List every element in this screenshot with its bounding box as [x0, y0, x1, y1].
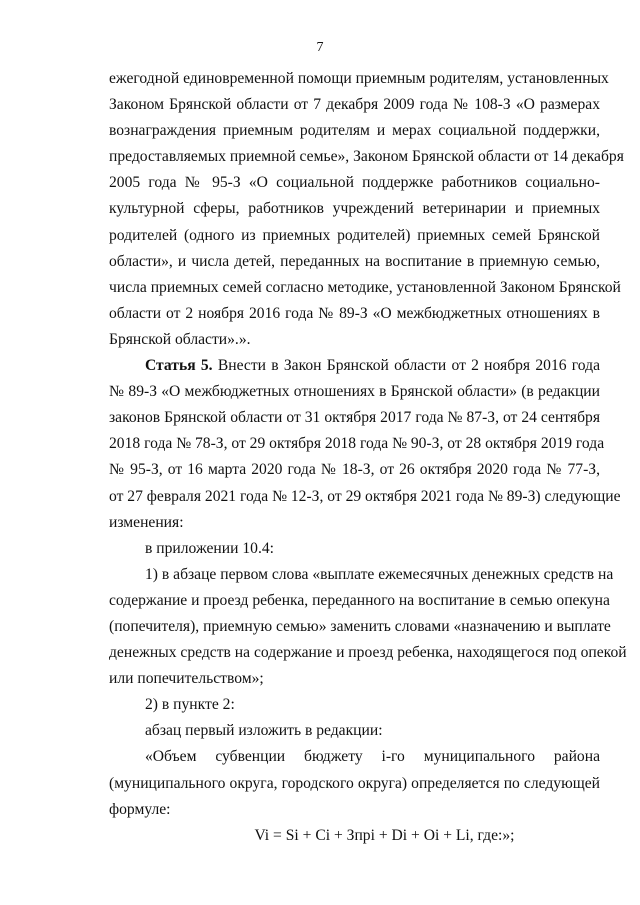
paragraph — [109, 66, 624, 353]
text-line: «Объем субвенции бюджету i-го муниципального района — [145, 748, 600, 766]
text-line: № 89-З «О межбюджетных отношениях в Брянской области» (в редакции — [109, 383, 600, 401]
article-label: Статья 5. — [145, 357, 213, 375]
text-line: содержание и проезд ребенка, переданного на воспитание в семью опекуна — [109, 591, 610, 609]
text-line: родителей (одного из приемных родителей) приемных семей Брянской — [109, 226, 600, 244]
text-line: культурной сферы, работников учреждений ветеринарии и приемных — [109, 200, 600, 218]
text-line: 2018 года № 78-З, от 29 октября 2018 года № 90-З, от 28 октября 2019 года — [109, 435, 605, 453]
text-line: вознаграждения приемным родителям и мерах социальной поддержки, — [109, 122, 600, 140]
text-line: от 27 февраля 2021 года № 12-З, от 29 октября 2021 года № 89-З) следующие — [109, 487, 621, 505]
article-text: Внести в Закон Брянской области от 2 ноября 2016 года — [212, 357, 600, 375]
text-line: денежных средств на содержание и проезд ребенка, находящегося под опекой — [109, 644, 627, 662]
formula: Vi = Si + Ci + Зпрi + Di + Oi + Li, где:»; — [254, 826, 515, 844]
article-paragraph — [109, 353, 621, 536]
text-line: области», и числа детей, переданных на воспитание в приемную семью, — [109, 252, 600, 270]
page-number: 7 — [316, 40, 324, 55]
text-line: законов Брянской области от 31 октября 2017 года № 87-З, от 24 сентября — [109, 409, 600, 427]
document-body — [109, 66, 627, 849]
text-line: ежегодной единовременной помощи приемным родителям, установленных — [109, 70, 609, 87]
text-line: 1) в абзаце первом слова «выплате ежемесячных денежных средств на — [145, 565, 614, 583]
text-line: формуле: — [109, 800, 171, 818]
text-line — [109, 353, 600, 379]
text-line: 2005 года № 95-З «О социальной поддержке работников социально- — [109, 174, 600, 192]
text-line: 2) в пункте 2: — [145, 696, 235, 714]
text-line: Брянской области».». — [109, 330, 251, 348]
text-line: № 95-З, от 16 марта 2020 года № 18-З, от 26 октября 2020 года № 77-З, — [109, 461, 600, 479]
text-line: области от 2 ноября 2016 года № 89-З «О межбюджетных отношениях в — [109, 304, 600, 322]
text-line: (попечителя), приемную семью» заменить словами «назначению и выплате — [109, 617, 611, 635]
text-line: абзац первый изложить в редакции: — [145, 722, 383, 740]
text-line: изменения: — [109, 513, 184, 531]
paragraph — [109, 562, 627, 692]
text-line: предоставляемых приемной семье», Законом Брянской области от 14 декабря — [109, 148, 624, 166]
text-line: Законом Брянской области от 7 декабря 2009 года № 108-З «О размерах — [109, 96, 600, 114]
text-line: или попечительством»; — [109, 670, 264, 688]
text-line: (муниципального округа, городского округа) определяется по следующей — [109, 774, 600, 792]
text-line: в приложении 10.4: — [145, 539, 274, 557]
text-line: числа приемных семей согласно методике, установленной Законом Брянской — [109, 278, 621, 296]
paragraph — [109, 744, 600, 822]
